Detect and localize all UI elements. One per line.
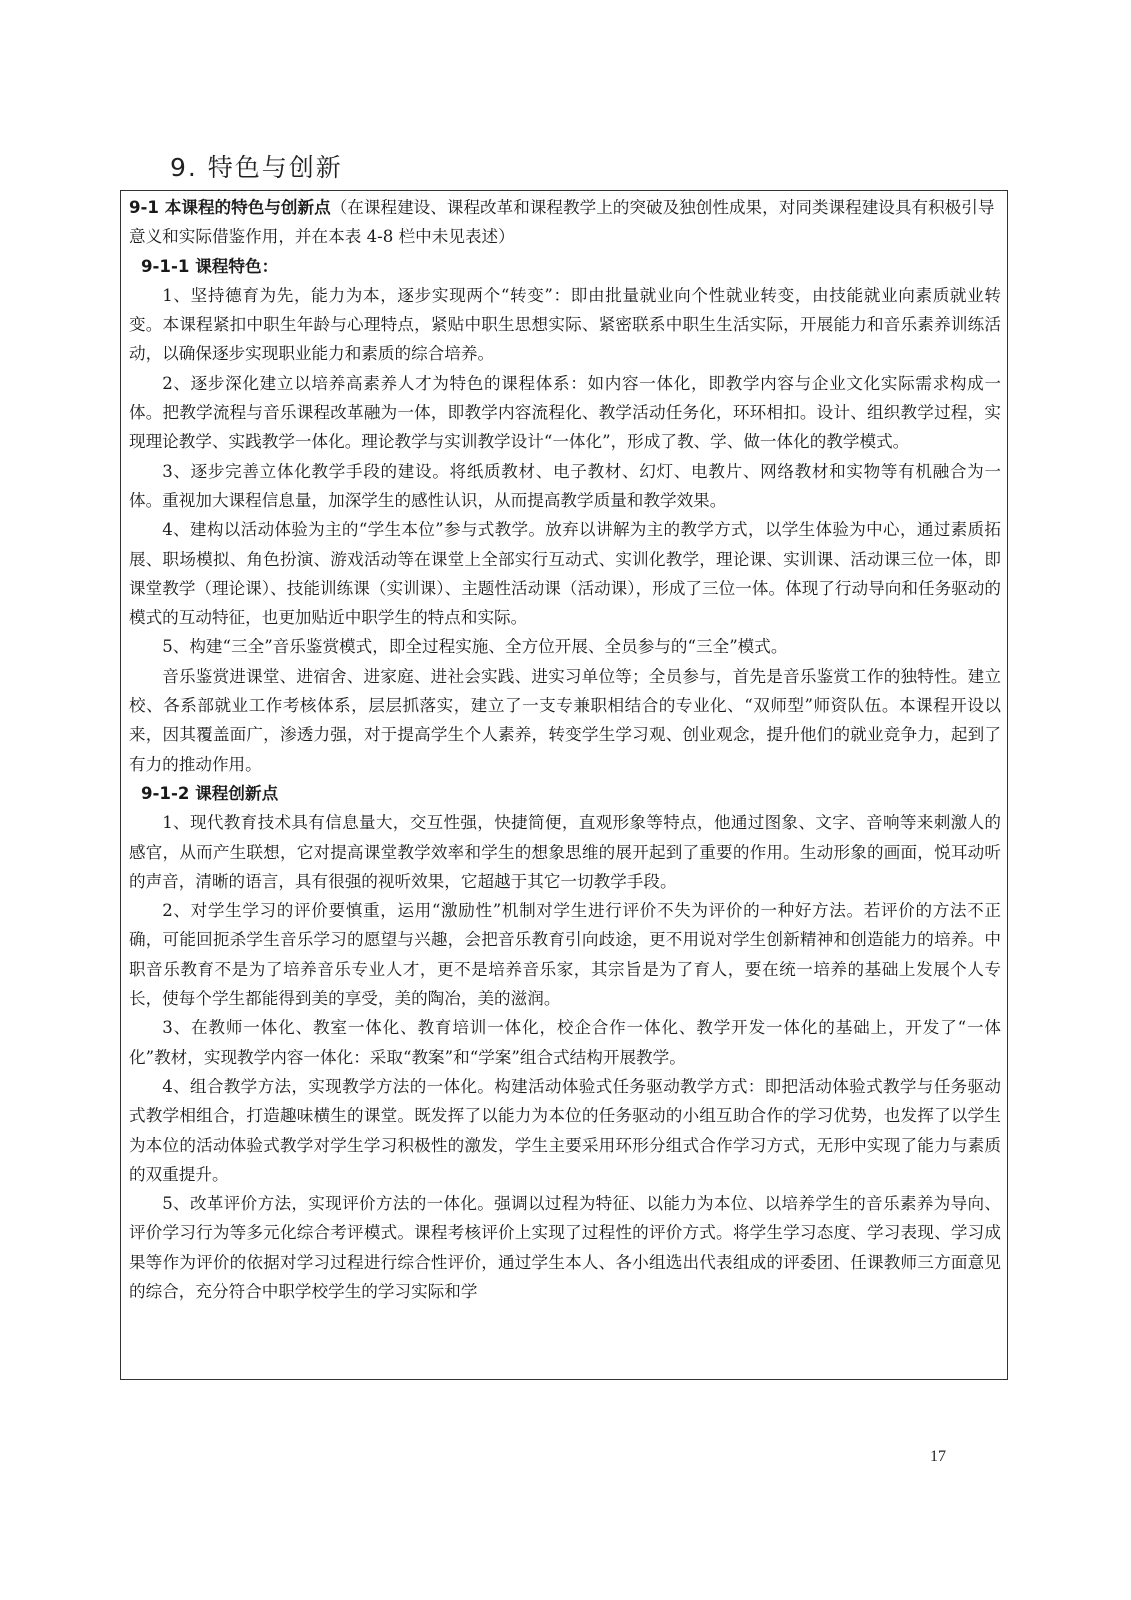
subheading-course-innovations: 9-1-2 课程创新点 (141, 783, 279, 803)
box-title-note: （在课程建设、课程改革和课程教学上的突破及独创性成果，对同类课程建设具有积极引导意义和实际借鉴作用，并在本表 4-8 栏中未见表述） (129, 198, 995, 247)
innovation-table-cell (120, 190, 1008, 1380)
innovation-paragraph: 3、在教师一体化、教室一体化、教育培训一体化，校企合作一体化、教学开发一体化的基础上，开发了“一体化”教材，实现教学内容一体化：采取“教案”和“学案”组合式结构开展教学。 (129, 1018, 1001, 1067)
innovation-paragraph: 5、改革评价方法，实现评价方法的一体化。强调以过程为特征、以能力为本位、以培养学生的音乐素养为导向、评价学习行为等多元化综合考评模式。课程考核评价上实现了过程性的评价方式。将学生学习态度、学习表现、学习成果等作为评价的依据对学习过程进行综合性评价，通过学生本人、各小组选出代表组成的评委团、任课教师三方面意见的综合，充分符合中职学校学生的学习实际和学 (129, 1194, 1001, 1301)
innovation-paragraph: 2、对学生学习的评价要慎重，运用“激励性”机制对学生进行评价不失为评价的一种好方法。若评价的方法不正确，可能回扼杀学生音乐学习的愿望与兴趣，会把音乐教育引向歧途，更不用说对学生创新精神和创造能力的培养。中职音乐教育不是为了培养音乐专业人才，更不是培养音乐家，其宗旨是为了育人，要在统一培养的基础上发展个人专长，使每个学生都能得到美的享受，美的陶冶，美的滋润。 (129, 901, 1001, 1009)
page-number: 17 (930, 1448, 946, 1465)
feature-paragraph: 5、构建“三全”音乐鉴赏模式，即全过程实施、全方位开展、全员参与的“三全”模式。 (162, 637, 788, 657)
feature-paragraph: 4、建构以活动体验为主的“学生本位”参与式教学。放弃以讲解为主的教学方式，以学生体验为中心，通过素质拓展、职场模拟、角色扮演、游戏活动等在课堂上全部实行互动式、实训化教学，理论课、实训课、活动课三位一体，即课堂教学（理论课）、技能训练课（实训课）、主题性活动课（活动课），形成了三位一体。体现了行动导向和任务驱动的模式的互动特征，也更加贴近中职学生的特点和实际。 (129, 520, 1001, 628)
feature-paragraph: 音乐鉴赏进课堂、进宿舍、进家庭、进社会实践、进实习单位等；全员参与，首先是音乐鉴赏工作的独特性。建立校、各系部就业工作考核体系，层层抓落实，建立了一支专兼职相结合的专业化、“双师型”师资队伍。本课程开设以来，因其覆盖面广，渗透力强，对于提高学生个人素养，转变学生学习观、创业观念，提升他们的就业竞争力，起到了有力的推动作用。 (129, 666, 1001, 774)
innovation-paragraph: 4、组合教学方法，实现教学方法的一体化。构建活动体验式任务驱动教学方式：即把活动体验式教学与任务驱动式教学相组合，打造趣味横生的课堂。既发挥了以能力为本位的任务驱动的小组互助合作的学习优势，也发挥了以学生为本位的活动体验式教学对学生学习积极性的激发，学生主要采用环形分组式合作学习方式，无形中实现了能力与素质的双重提升。 (129, 1076, 1001, 1184)
box-title-bold: 9-1 本课程的特色与创新点 (129, 198, 331, 217)
section-heading: 9. 特色与创新 (170, 153, 343, 182)
subheading-course-features: 9-1-1 课程特色： (141, 256, 279, 276)
feature-paragraph: 1、坚持德育为先，能力为本，逐步实现两个“转变”：即由批量就业向个性就业转变，由技能就业向素质就业转变。本课程紧扣中职生年龄与心理特点，紧贴中职生思想实际、紧密联系中职生生活实际，开展能力和音乐素养训练活动，以确保逐步实现职业能力和素质的综合培养。 (129, 285, 1001, 364)
feature-paragraph: 2、逐步深化建立以培养高素养人才为特色的课程体系：如内容一体化，即教学内容与企业文化实际需求构成一体。把教学流程与音乐课程改革融为一体，即教学内容流程化、教学活动任务化，环环相扣。设计、组织教学过程，实现理论教学、实践教学一体化。理论教学与实训教学设计“一体化”，形成了教、学、做一体化的教学模式。 (129, 373, 1001, 452)
box-title (129, 193, 1001, 252)
innovation-paragraph: 1、现代教育技术具有信息量大，交互性强，快捷简便，直观形象等特点，他通过图象、文字、音响等来刺激人的感官，从而产生联想，它对提高课堂教学效率和学生的想象思维的展开起到了重要的作用。生动形象的画面，悦耳动听的声音，清晰的语言，具有很强的视听效果，它超越于其它一切教学手段。 (129, 813, 1001, 891)
feature-paragraph: 3、逐步完善立体化教学手段的建设。将纸质教材、电子教材、幻灯、电教片、网络教材和实物等有机融合为一体。重视加大课程信息量，加深学生的感性认识，从而提高教学质量和教学效果。 (129, 461, 1001, 510)
